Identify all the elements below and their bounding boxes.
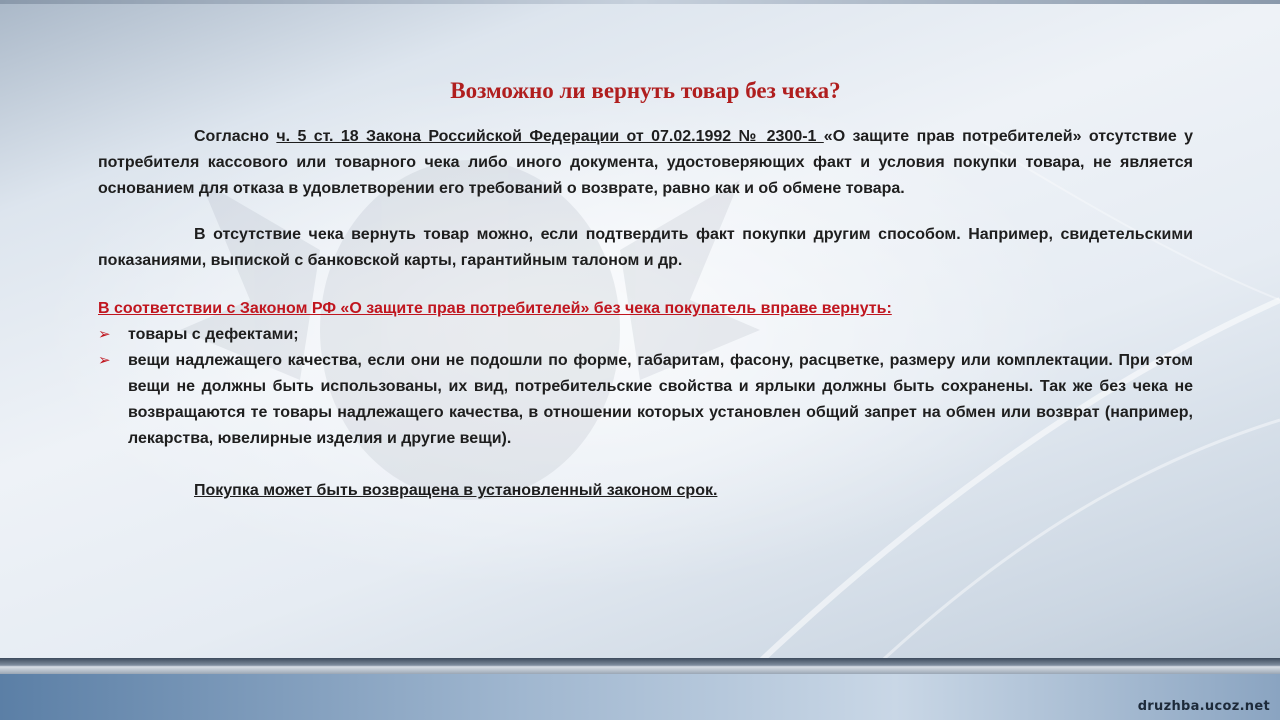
- bottom-strip: [0, 674, 1280, 720]
- paragraph-alternative-proof: В отсутствие чека вернуть товар можно, если подтвердить факт покупки другим способом. Например, свидетельскими показаниями, выпиской с банковской карты, гарантийным талоном и др.: [98, 226, 1193, 269]
- red-section-heading: В соответствии с Законом РФ «О защите прав потребителей» без чека покупатель вправе вернуть:: [98, 300, 892, 317]
- list-item-text: вещи надлежащего качества, если они не подошли по форме, габаритам, фасону, расцветке, размеру или комплектации. При этом вещи не должны быть использованы, их вид, потребительские свойства и ярлыки должны быть сохранены. Так же без чека не возвращаются те товары надлежащего качества, в отношении которых установлен общий запрет на обмен или возврат (например, лекарства, ювелирные изделия и другие вещи).: [128, 352, 1193, 447]
- paragraph-rest: «О защите прав потребителей» отсутствие у потребителя кассового или товарного чека либо иного документа, удостоверяющих факт и условия покупки товара, не является основанием для отказа в удовлетворении его требований о возврате, равно как и об обмене товара.: [98, 128, 1194, 197]
- list-item: [98, 348, 1193, 452]
- list-item: [98, 322, 1193, 348]
- list-item-text: товары с дефектами;: [128, 326, 299, 343]
- site-watermark: druzhba.ucoz.net: [1137, 699, 1270, 714]
- return-items-list: [98, 322, 1193, 452]
- bottom-frame-bar: [0, 658, 1280, 674]
- law-reference-link: ч. 5 ст. 18 Закона Российской Федерации от 07.02.1992 № 2300-1: [276, 128, 824, 145]
- paragraph-law-reference: [98, 124, 1193, 202]
- slide-title: Возможно ли вернуть товар без чека?: [450, 78, 841, 103]
- final-statement: Покупка может быть возвращена в установленный законом срок.: [194, 482, 718, 499]
- arrow-bullet-icon: ➢: [98, 326, 111, 343]
- paragraph-lead: Согласно: [194, 128, 277, 145]
- slide-content: [98, 76, 1193, 504]
- arrow-bullet-icon: ➢: [98, 352, 111, 369]
